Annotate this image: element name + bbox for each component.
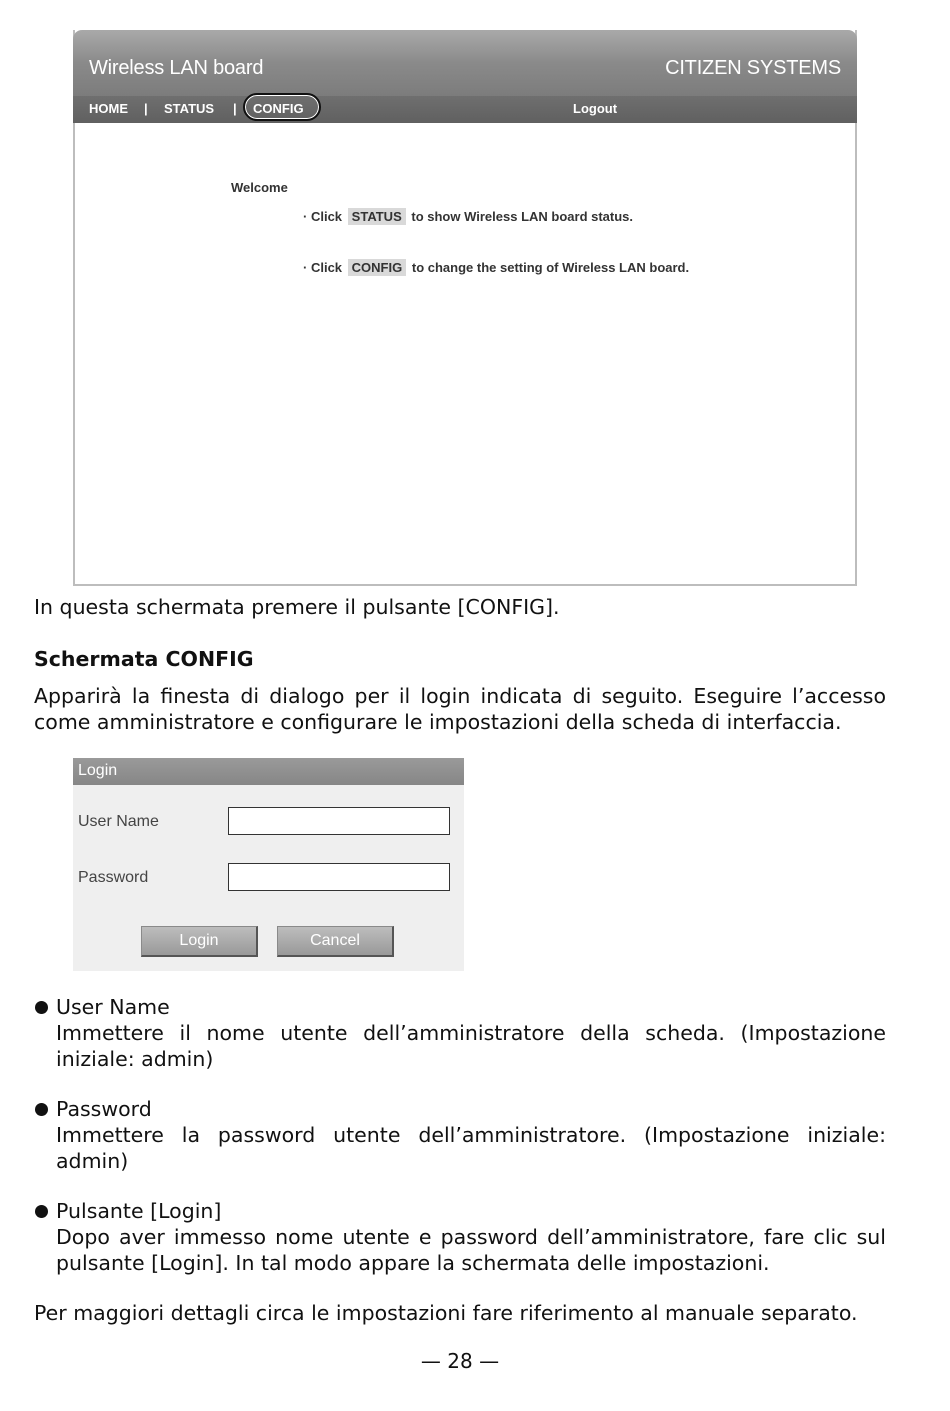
config-tag: CONFIG [348,259,407,276]
bullet-dot-icon [35,1103,48,1116]
nav-logout-link[interactable]: Logout [573,101,618,116]
login-dialog [73,758,464,971]
page-number: — 28 — [420,1349,500,1373]
bullet-dot: · [303,209,308,224]
info-text: to change the setting of Wireless LAN board. [411,260,690,275]
config-highlight-circle [243,93,321,121]
wireless-lan-screenshot [73,30,857,586]
nav-home-link[interactable]: HOME [89,101,128,116]
login-button[interactable]: Login [141,926,258,957]
info-text: Click [310,209,343,224]
bullet-description: Immettere la password utente dell’amministratore. (Impostazione iniziale: admin) [56,1123,886,1173]
bullet-title: Password [56,1097,152,1121]
nav-config-link[interactable]: CONFIG [253,101,304,116]
bullet-dot: · [303,260,308,275]
bullet-description: Dopo aver immesso nome utente e password dell’amministratore, fare clic sul pulsante [Login]. In tal modo appare la schermata delle impostazioni. [56,1225,886,1275]
config-info-line [303,260,689,275]
bullet-dot-icon [35,1001,48,1014]
nav-separator: | [233,101,237,116]
section-heading: Schermata CONFIG [34,647,254,671]
username-input[interactable] [228,807,450,835]
nav-separator: | [144,101,148,116]
status-info-line [303,209,633,224]
bullet-title: User Name [56,995,170,1019]
password-input[interactable] [228,863,450,891]
final-paragraph: Per maggiori dettagli circa le impostazioni fare riferimento al manuale separato. [34,1301,858,1325]
info-text: Click [310,260,343,275]
password-label: Password [78,869,149,886]
welcome-text: Welcome [231,180,288,195]
login-dialog-title: Login [78,762,118,779]
intro-paragraph: In questa schermata premere il pulsante [CONFIG]. [34,595,560,619]
bullet-title: Pulsante [Login] [56,1199,222,1223]
cancel-button[interactable]: Cancel [277,926,394,957]
ui-header [73,30,857,96]
login-paragraph: Apparirà la finesta di dialogo per il login indicata di seguito. Eseguire l’accesso come amministratore e configurare le impostazioni della scheda di interfaccia. [34,684,886,734]
ui-nav-bar [73,96,857,123]
ui-brand: CITIZEN SYSTEMS [665,57,841,79]
bullet-description: Immettere il nome utente dell’amministratore della scheda. (Impostazione iniziale: admin) [56,1021,886,1071]
info-text: to show Wireless LAN board status. [411,209,634,224]
bullet-dot-icon [35,1205,48,1218]
ui-title: Wireless LAN board [89,57,264,79]
login-dialog-header [73,758,464,785]
nav-status-link[interactable]: STATUS [164,101,215,116]
status-tag: STATUS [348,208,406,225]
username-label: User Name [78,813,159,830]
